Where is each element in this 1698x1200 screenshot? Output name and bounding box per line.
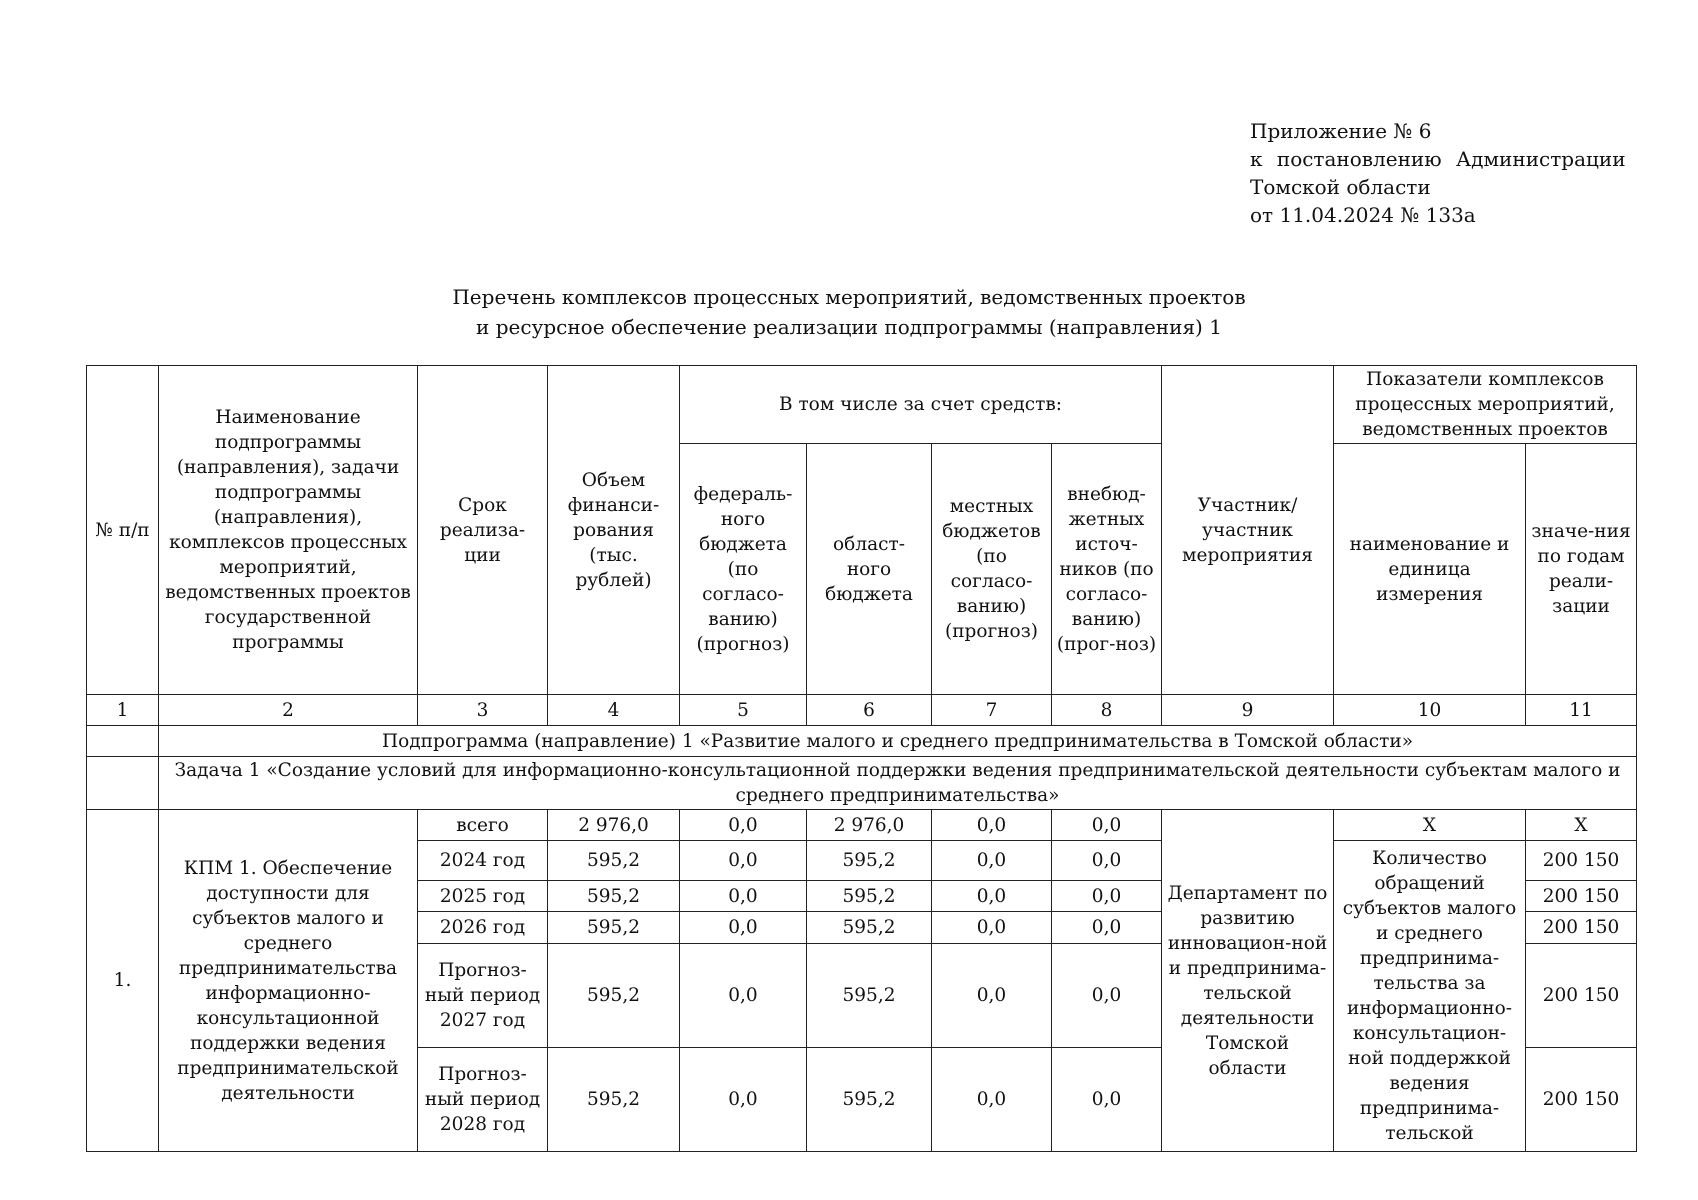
column-number: 4: [548, 695, 680, 726]
header-extra: внебюд-жетных источ-ников (по согласо-ванию) (прог-ноз): [1052, 444, 1162, 695]
header-including: В том числе за счет средств:: [680, 366, 1162, 444]
regional-cell: 595,2: [807, 1048, 932, 1152]
header-indicator-name: наименование и единица измерения: [1334, 444, 1526, 695]
extra-cell: 0,0: [1052, 810, 1162, 841]
term-cell: 2026 год: [418, 912, 548, 944]
federal-cell: 0,0: [680, 944, 807, 1048]
regional-cell: 595,2: [807, 912, 932, 944]
extra-cell: 0,0: [1052, 1048, 1162, 1152]
header-local: местных бюджетов (по согласо-ванию) (прогноз): [932, 444, 1052, 695]
indicator-value-x-mark: X: [1526, 810, 1637, 841]
approval-block: [1250, 117, 1626, 229]
local-cell: 0,0: [932, 810, 1052, 841]
table-row: [87, 810, 1637, 841]
header-volume: Объем финанси-рования (тыс. рублей): [548, 366, 680, 695]
column-number: 7: [932, 695, 1052, 726]
local-cell: 0,0: [932, 912, 1052, 944]
approval-line-4: от 11.04.2024 № 133а: [1250, 203, 1476, 227]
term-cell: Прогноз-ный период 2028 год: [418, 1048, 548, 1152]
indicator-value-cell: 200 150: [1526, 944, 1637, 1048]
column-number: 9: [1162, 695, 1334, 726]
federal-cell: 0,0: [680, 881, 807, 912]
approval-line-1: Приложение № 6: [1250, 119, 1432, 143]
extra-cell: 0,0: [1052, 881, 1162, 912]
volume-cell: 595,2: [548, 944, 680, 1048]
federal-cell: 0,0: [680, 1048, 807, 1152]
task-title: Задача 1 «Создание условий для информационно-консультационной поддержки ведения предпринимательской деятельности субъектам малого и среднего предпринимательства»: [159, 757, 1637, 810]
regional-cell: 2 976,0: [807, 810, 932, 841]
local-cell: 0,0: [932, 1048, 1052, 1152]
header-participant: Участник/ участник мероприятия: [1162, 366, 1334, 695]
subprogram-title: Подпрограмма (направление) 1 «Развитие малого и среднего предпринимательства в Томской области»: [159, 726, 1637, 757]
federal-cell: 0,0: [680, 841, 807, 881]
column-number: 11: [1526, 695, 1637, 726]
task-row: [87, 757, 1637, 810]
extra-cell: 0,0: [1052, 912, 1162, 944]
funding-table: [86, 365, 1637, 1152]
title-line-1: Перечень комплексов процессных мероприятий, ведомственных проектов: [452, 285, 1246, 309]
column-number: 8: [1052, 695, 1162, 726]
column-number-row: [87, 695, 1637, 726]
local-cell: 0,0: [932, 881, 1052, 912]
header-federal: федераль-ного бюджета (по согласо-ванию) (прогноз): [680, 444, 807, 695]
header-number: № п/п: [87, 366, 159, 695]
indicator-value-cell: 200 150: [1526, 841, 1637, 881]
document-title: [0, 282, 1698, 342]
indicator-value-cell: 200 150: [1526, 912, 1637, 944]
header-term: Срок реализа-ции: [418, 366, 548, 695]
header-indicators: Показатели комплексов процессных мероприятий, ведомственных проектов: [1334, 366, 1637, 444]
term-cell: 2024 год: [418, 841, 548, 881]
federal-cell: 0,0: [680, 912, 807, 944]
local-cell: 0,0: [932, 944, 1052, 1048]
subprogram-row: [87, 726, 1637, 757]
volume-cell: 595,2: [548, 881, 680, 912]
local-cell: 0,0: [932, 841, 1052, 881]
indicator-value-cell: 200 150: [1526, 1048, 1637, 1152]
column-number: 2: [159, 695, 418, 726]
indicator-x-mark: X: [1334, 810, 1526, 841]
term-cell: Прогноз-ный период 2027 год: [418, 944, 548, 1048]
participant-cell: Департамент по развитию инновацион-ной и предпринима-тельской деятельности Томской области: [1162, 810, 1334, 1152]
term-cell: 2025 год: [418, 881, 548, 912]
kpm-name: КПМ 1. Обеспечение доступности для субъектов малого и среднего предпринимательства информационно-консультационной поддержки ведения предпринимательской деятельности: [159, 810, 418, 1152]
column-number: 6: [807, 695, 932, 726]
indicator-value-cell: 200 150: [1526, 881, 1637, 912]
volume-cell: 595,2: [548, 841, 680, 881]
indicator-name-cell: Количество обращений субъектов малого и среднего предпринима-тельства за информационно-консультацион-ной поддержкой ведения предпринима-тельской: [1334, 841, 1526, 1152]
header-indicator-values: значе-ния по годам реали-зации: [1526, 444, 1637, 695]
approval-line-2: к постановлению Администрации: [1250, 147, 1626, 171]
volume-cell: 2 976,0: [548, 810, 680, 841]
regional-cell: 595,2: [807, 881, 932, 912]
regional-cell: 595,2: [807, 944, 932, 1048]
column-number: 1: [87, 695, 159, 726]
extra-cell: 0,0: [1052, 944, 1162, 1048]
header-regional: област-ного бюджета: [807, 444, 932, 695]
term-cell: всего: [418, 810, 548, 841]
header-name: Наименование подпрограммы (направления), задачи подпрограммы (направления), комплексов процессных мероприятий, ведомственных проектов государственной программы: [159, 366, 418, 695]
volume-cell: 595,2: [548, 1048, 680, 1152]
extra-cell: 0,0: [1052, 841, 1162, 881]
volume-cell: 595,2: [548, 912, 680, 944]
column-number: 5: [680, 695, 807, 726]
column-number: 3: [418, 695, 548, 726]
title-line-2: и ресурсное обеспечение реализации подпрограммы (направления) 1: [476, 315, 1222, 339]
column-number: 10: [1334, 695, 1526, 726]
kpm-number: 1.: [87, 810, 159, 1152]
federal-cell: 0,0: [680, 810, 807, 841]
regional-cell: 595,2: [807, 841, 932, 881]
approval-line-3: Томской области: [1250, 175, 1431, 199]
